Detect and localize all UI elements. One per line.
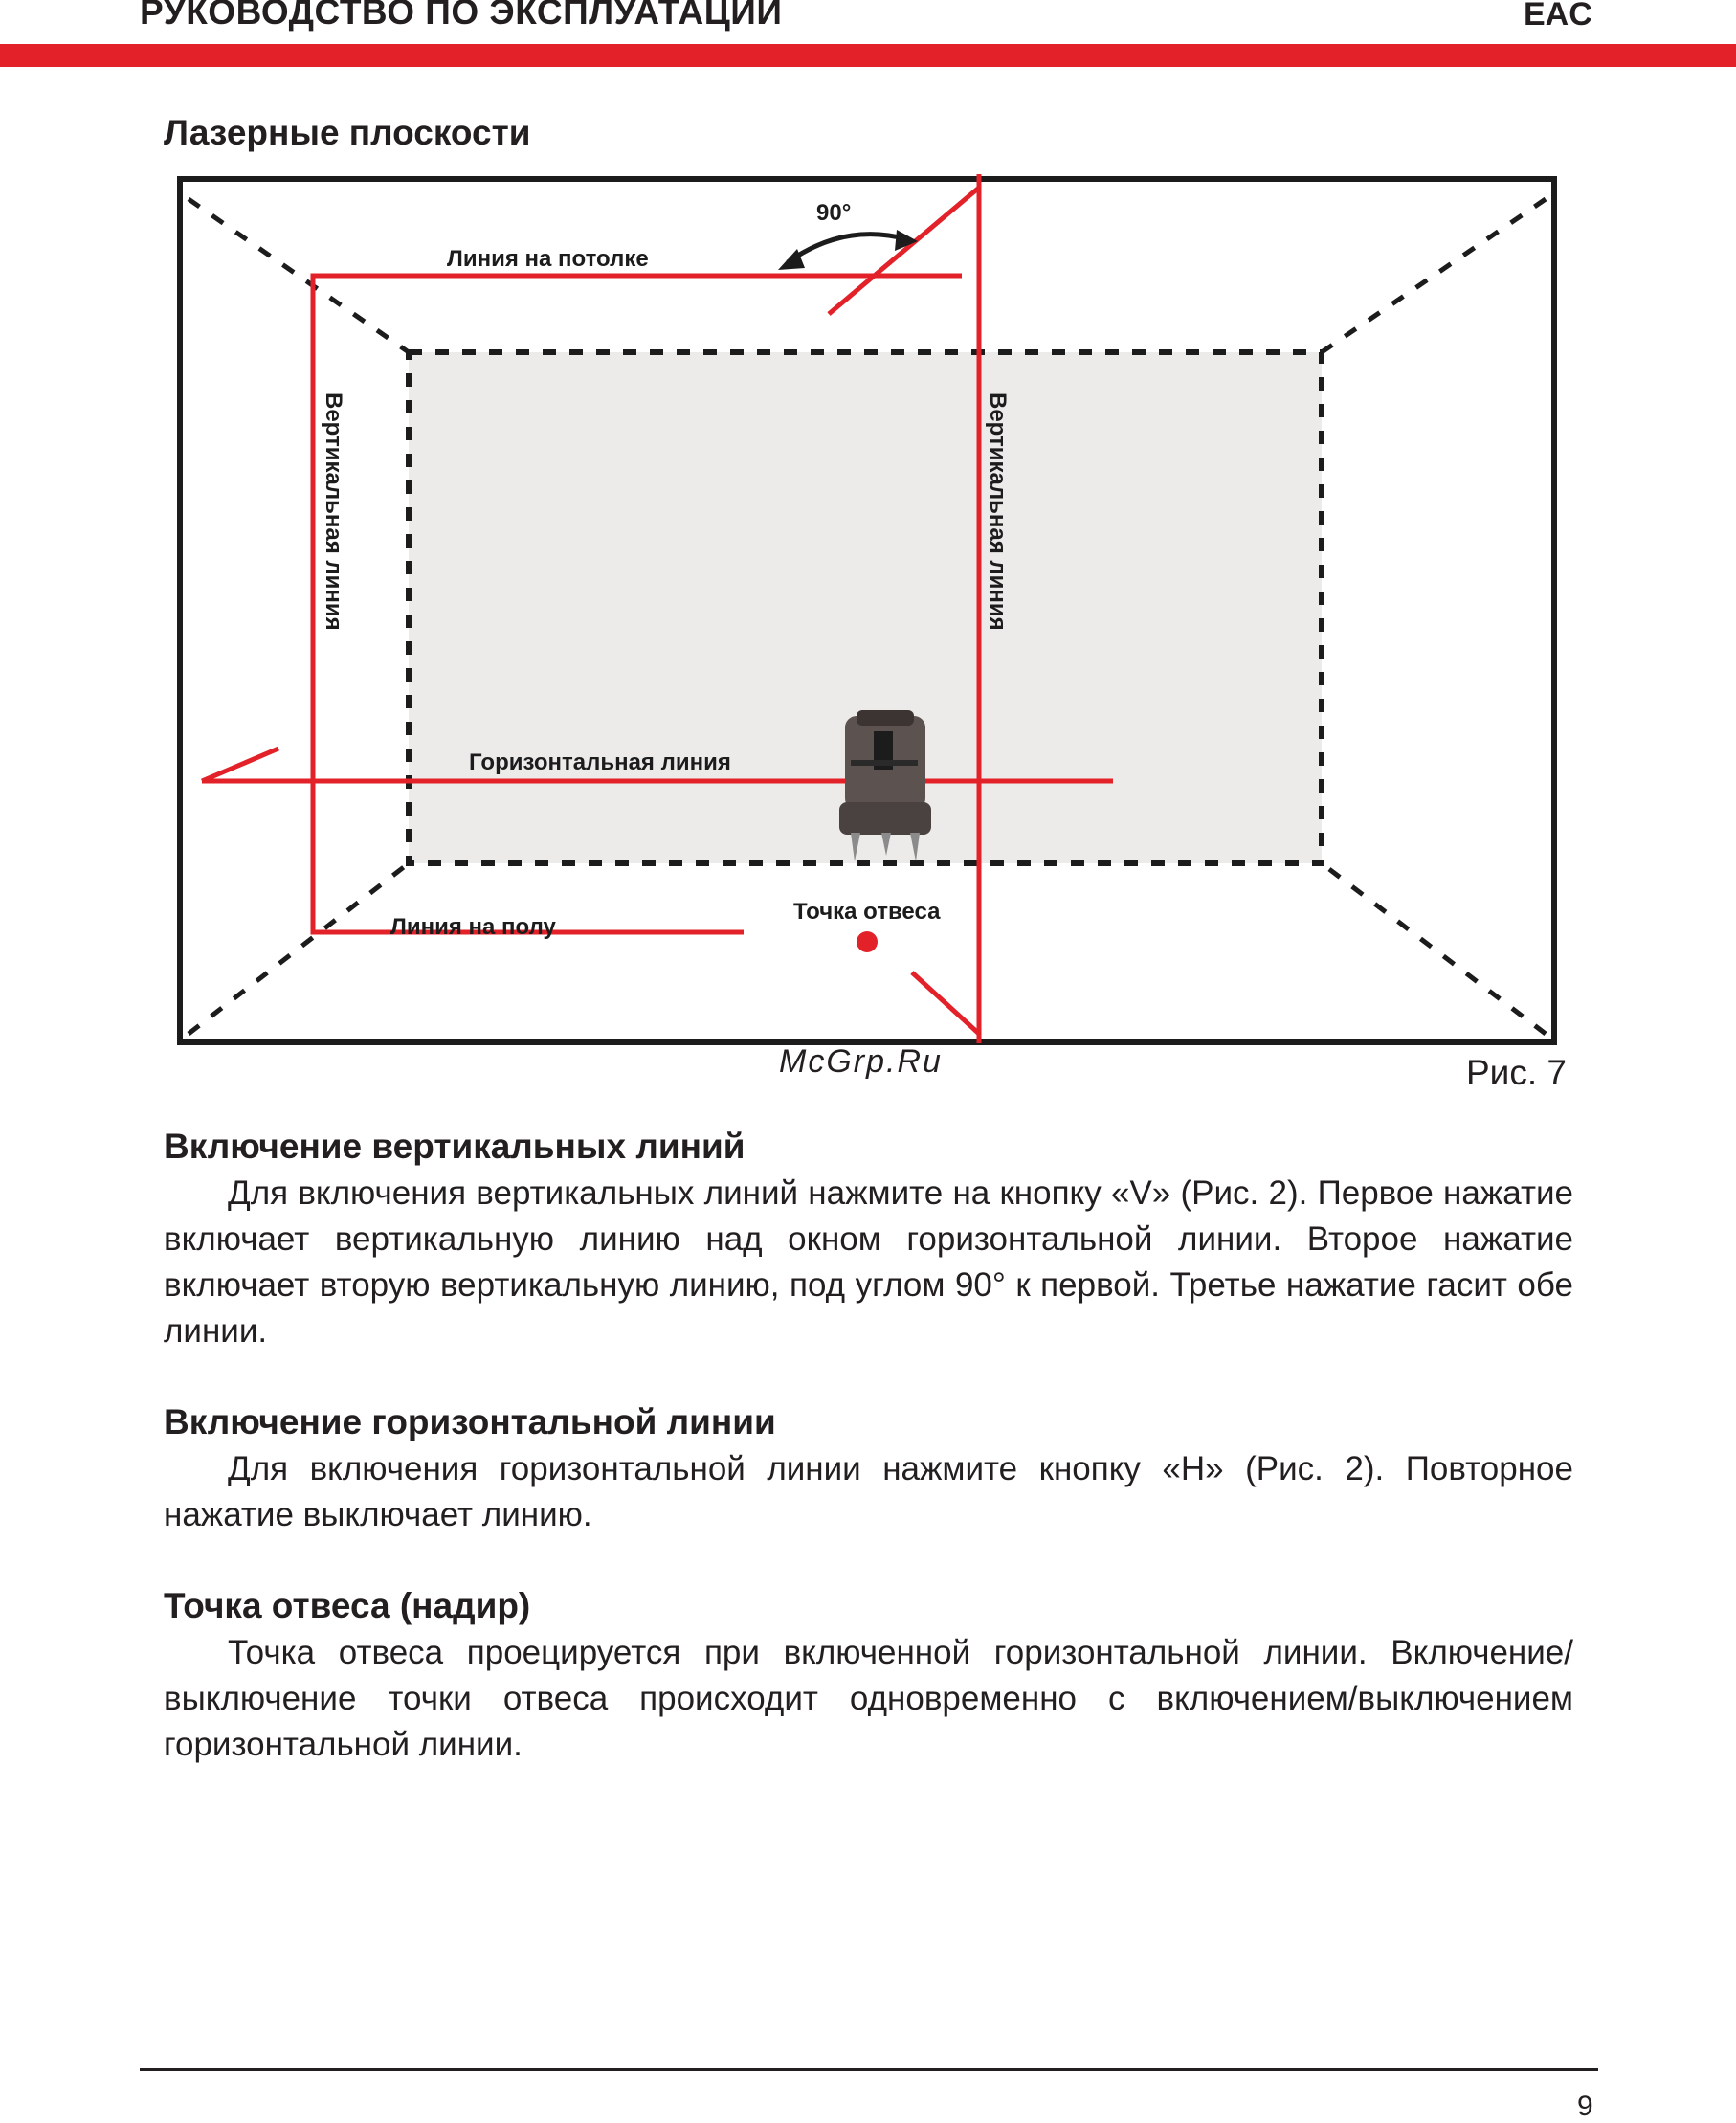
laser-planes-figure (175, 174, 1559, 1047)
vertical-left-label: Вертикальная линия (321, 392, 346, 631)
floor-diagonal (912, 972, 979, 1034)
laser-level-device (839, 710, 931, 861)
ceiling-diagonal (829, 188, 979, 314)
header-title: РУКОВОДСТВО ПО ЭКСПЛУАТАЦИИ (140, 0, 783, 32)
watermark: McGrp.Ru (779, 1043, 943, 1080)
diagonal-bottom-left (189, 863, 409, 1034)
section-title-plumb: Точка отвеса (надир) (164, 1586, 531, 1625)
angle-arc (788, 235, 907, 262)
header-accent-bar (0, 44, 1736, 67)
diagonal-bottom-right (1322, 863, 1546, 1034)
page-number: 9 (1577, 2090, 1593, 2122)
footer-rule (140, 2068, 1598, 2071)
angle-label: 90° (816, 200, 852, 226)
floor-line-label: Линия на полу (390, 914, 556, 940)
diagonal-top-right (1322, 199, 1546, 352)
plumb-dot (857, 931, 878, 952)
horizontal-line-left-diagonal (202, 749, 278, 781)
eac-mark: EAC (1524, 0, 1592, 33)
paragraph-horizontal: Для включения горизонтальной линии нажмите кнопку «H» (Рис. 2). Повторное нажатие выключает линию. (164, 1450, 1573, 1533)
paragraph-vertical: Для включения вертикальных линий нажмите на кнопку «V» (Рис. 2). Первое нажатие включает вертикальную линию над окном горизонтальной линии. Второе нажатие включает вторую вертикальную линию, под углом 90° к первой. Третье нажатие гасит обе линии. (164, 1174, 1573, 1350)
vertical-right-label: Вертикальная линия (985, 392, 1011, 631)
ceiling-line-label: Линия на потолке (447, 246, 649, 272)
section-title-horizontal: Включение горизонтальной линии (164, 1402, 776, 1441)
figure-caption: Рис. 7 (1466, 1053, 1567, 1092)
paragraph-plumb: Точка отвеса проецируется при включенной горизонтальной линии. Включение/выключение точки отвеса происходит одновременно с включением/выключением горизонтальной линии. (164, 1634, 1573, 1763)
plumb-point-label: Точка отвеса (793, 899, 941, 925)
section-title-vertical: Включение вертикальных линий (164, 1127, 746, 1166)
horizontal-line-label: Горизонтальная линия (469, 749, 731, 775)
section-title-laser-planes: Лазерные плоскости (164, 113, 531, 152)
